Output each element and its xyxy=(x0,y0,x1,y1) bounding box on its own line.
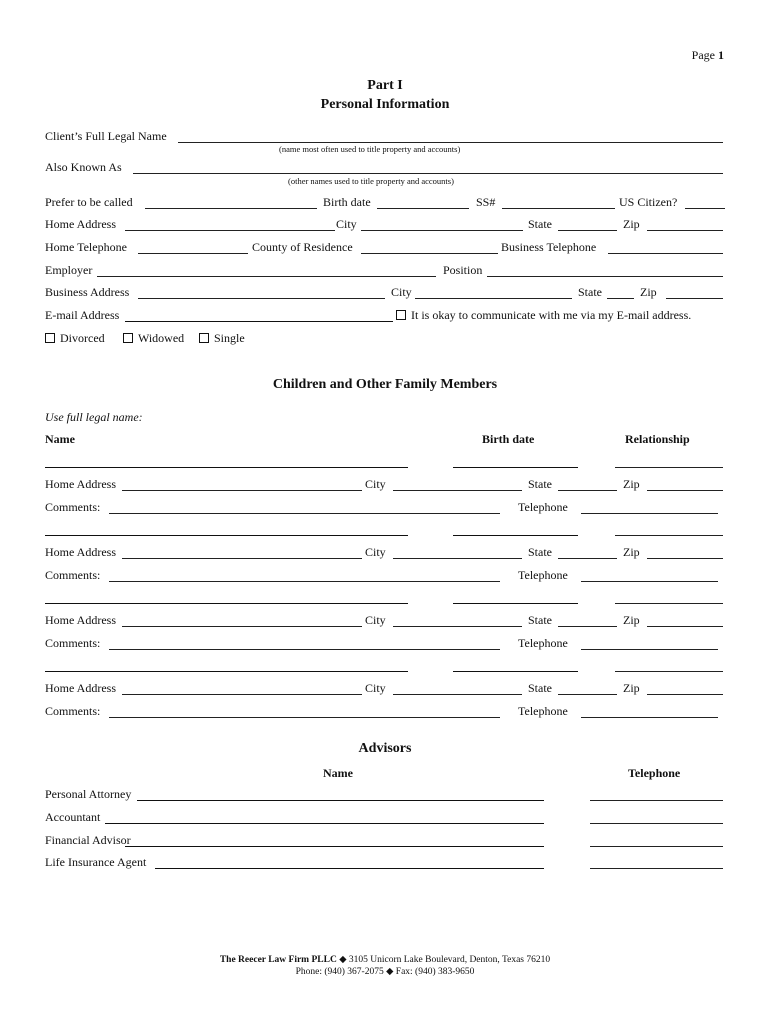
child-comments-field[interactable] xyxy=(109,581,500,582)
business-zip-label: Zip xyxy=(640,285,657,299)
child-comments-field[interactable] xyxy=(109,649,500,650)
page-label: Page xyxy=(691,48,715,62)
home-tel-label: Home Telephone xyxy=(45,240,127,254)
state-label: State xyxy=(528,217,552,231)
diamond-icon: ◆ xyxy=(339,955,347,965)
prefer-field[interactable] xyxy=(145,208,317,209)
advisor-telephone-field[interactable] xyxy=(590,800,723,801)
diamond-icon: ◆ xyxy=(386,967,394,977)
child-city-field[interactable] xyxy=(393,490,522,491)
footer-phone: Phone: (940) 367-2075 xyxy=(295,967,384,977)
ss-label: SS# xyxy=(476,195,496,209)
advisor-name-field[interactable] xyxy=(137,800,544,801)
child-home-address-field[interactable] xyxy=(122,490,362,491)
business-address-label: Business Address xyxy=(45,285,130,299)
zip-field[interactable] xyxy=(647,230,723,231)
divorced-label: Divorced xyxy=(60,331,105,345)
part-title: Part I xyxy=(367,78,403,93)
advisor-telephone-field[interactable] xyxy=(590,823,723,824)
county-field[interactable] xyxy=(361,253,498,254)
child-telephone-label: Telephone xyxy=(518,568,568,582)
business-city-field[interactable] xyxy=(415,298,572,299)
home-tel-field[interactable] xyxy=(138,253,248,254)
position-label: Position xyxy=(443,263,483,277)
citizen-field[interactable] xyxy=(685,208,725,209)
child-home-address-field[interactable] xyxy=(122,694,362,695)
footer-firm-line xyxy=(0,954,770,966)
advisor-row-label: Personal Attorney xyxy=(45,787,132,801)
child-telephone-label: Telephone xyxy=(518,500,568,514)
advisor-name-field[interactable] xyxy=(155,868,544,869)
child-home-address-label: Home Address xyxy=(45,613,116,627)
child-relationship-field[interactable] xyxy=(615,603,723,604)
email-consent-text: It is okay to communicate with me via my E-mail address. xyxy=(411,308,692,322)
city-field[interactable] xyxy=(361,230,523,231)
footer-address: 3105 Unicorn Lake Boulevard, Denton, Texas 76210 xyxy=(348,955,551,965)
children-section-title: Children and Other Family Members xyxy=(272,377,498,392)
city-label: City xyxy=(336,217,357,231)
child-telephone-field[interactable] xyxy=(581,649,718,650)
child-telephone-field[interactable] xyxy=(581,581,718,582)
ss-field[interactable] xyxy=(502,208,615,209)
child-telephone-field[interactable] xyxy=(581,513,718,514)
home-address-field[interactable] xyxy=(125,230,335,231)
legal-name-hint: (name most often used to title property and accounts) xyxy=(279,144,461,154)
marital-widowed xyxy=(123,331,184,346)
single-label: Single xyxy=(214,331,245,345)
citizen-label: US Citizen? xyxy=(619,195,678,209)
children-instruction: Use full legal name: xyxy=(45,410,143,424)
county-label: County of Residence xyxy=(252,240,353,254)
advisor-row-label: Financial Advisor xyxy=(45,833,131,847)
child-home-address-label: Home Address xyxy=(45,681,116,695)
child-home-address-field[interactable] xyxy=(122,626,362,627)
child-name-field[interactable] xyxy=(45,467,408,468)
child-name-field[interactable] xyxy=(45,535,408,536)
marital-single xyxy=(199,331,245,346)
child-name-field[interactable] xyxy=(45,603,408,604)
marital-divorced xyxy=(45,331,105,346)
single-checkbox[interactable] xyxy=(199,333,209,343)
child-comments-label: Comments: xyxy=(45,704,101,718)
state-field[interactable] xyxy=(558,230,617,231)
child-comments-label: Comments: xyxy=(45,500,101,514)
child-birth-field[interactable] xyxy=(453,671,578,672)
children-col-relationship: Relationship xyxy=(625,432,690,446)
child-relationship-field[interactable] xyxy=(615,535,723,536)
advisors-section-title: Advisors xyxy=(358,741,412,756)
footer-fax: Fax: (940) 383-9650 xyxy=(395,967,475,977)
business-tel-label: Business Telephone xyxy=(501,240,597,254)
widowed-checkbox[interactable] xyxy=(123,333,133,343)
business-address-field[interactable] xyxy=(138,298,385,299)
advisors-col-telephone: Telephone xyxy=(628,766,681,780)
child-state-label: State xyxy=(528,681,552,695)
child-zip-label: Zip xyxy=(623,545,640,559)
children-col-birth: Birth date xyxy=(482,432,535,446)
child-comments-label: Comments: xyxy=(45,568,101,582)
prefer-label: Prefer to be called xyxy=(45,195,133,209)
advisor-row-label: Life Insurance Agent xyxy=(45,855,147,869)
birth-label: Birth date xyxy=(323,195,371,209)
child-city-label: City xyxy=(365,613,386,627)
child-home-address-label: Home Address xyxy=(45,545,116,559)
home-address-label: Home Address xyxy=(45,217,116,231)
child-zip-field[interactable] xyxy=(647,626,723,627)
child-state-label: State xyxy=(528,613,552,627)
position-field[interactable] xyxy=(487,276,723,277)
footer-contact-line xyxy=(0,966,770,978)
zip-label: Zip xyxy=(623,217,640,231)
footer-firm-name: The Reecer Law Firm PLLC xyxy=(219,955,337,965)
child-telephone-label: Telephone xyxy=(518,636,568,650)
advisors-col-name: Name xyxy=(323,766,353,780)
child-name-field[interactable] xyxy=(45,671,408,672)
child-relationship-field[interactable] xyxy=(615,467,723,468)
page-number-value: 1 xyxy=(718,48,724,62)
child-telephone-field[interactable] xyxy=(581,717,718,718)
child-city-field[interactable] xyxy=(393,694,522,695)
page-number xyxy=(692,48,724,63)
business-zip-field[interactable] xyxy=(666,298,723,299)
email-consent-checkbox[interactable] xyxy=(396,310,406,320)
child-state-label: State xyxy=(528,545,552,559)
child-city-field[interactable] xyxy=(393,558,522,559)
child-birth-field[interactable] xyxy=(453,535,578,536)
divorced-checkbox[interactable] xyxy=(45,333,55,343)
business-state-label: State xyxy=(578,285,602,299)
business-tel-field[interactable] xyxy=(608,253,723,254)
child-zip-label: Zip xyxy=(623,477,640,491)
advisor-row-label: Accountant xyxy=(45,810,101,824)
part-subtitle: Personal Information xyxy=(320,97,450,112)
child-telephone-label: Telephone xyxy=(518,704,568,718)
email-label: E-mail Address xyxy=(45,308,120,322)
advisor-telephone-field[interactable] xyxy=(590,846,723,847)
aka-field[interactable] xyxy=(133,173,723,174)
child-birth-field[interactable] xyxy=(453,467,578,468)
child-state-label: State xyxy=(528,477,552,491)
legal-name-label: Client’s Full Legal Name xyxy=(45,129,167,143)
child-relationship-field[interactable] xyxy=(615,671,723,672)
legal-name-field[interactable] xyxy=(178,142,723,143)
widowed-label: Widowed xyxy=(138,331,185,345)
advisor-telephone-field[interactable] xyxy=(590,868,723,869)
birth-field[interactable] xyxy=(377,208,469,209)
child-home-address-label: Home Address xyxy=(45,477,116,491)
child-home-address-field[interactable] xyxy=(122,558,362,559)
email-consent xyxy=(396,308,691,323)
child-city-field[interactable] xyxy=(393,626,522,627)
child-state-field[interactable] xyxy=(558,558,617,559)
business-state-field[interactable] xyxy=(607,298,634,299)
child-city-label: City xyxy=(365,545,386,559)
child-zip-field[interactable] xyxy=(647,558,723,559)
child-zip-field[interactable] xyxy=(647,694,723,695)
child-state-field[interactable] xyxy=(558,490,617,491)
child-zip-field[interactable] xyxy=(647,490,723,491)
email-field[interactable] xyxy=(125,321,393,322)
employer-label: Employer xyxy=(45,263,93,277)
child-comments-field[interactable] xyxy=(109,513,500,514)
child-birth-field[interactable] xyxy=(453,603,578,604)
aka-hint: (other names used to title property and accounts) xyxy=(288,176,454,186)
child-state-field[interactable] xyxy=(558,626,617,627)
advisor-name-field[interactable] xyxy=(125,846,544,847)
advisor-name-field[interactable] xyxy=(105,823,544,824)
child-city-label: City xyxy=(365,477,386,491)
aka-label: Also Known As xyxy=(45,160,122,174)
children-col-name: Name xyxy=(45,432,75,446)
employer-field[interactable] xyxy=(97,276,436,277)
child-zip-label: Zip xyxy=(623,681,640,695)
child-comments-label: Comments: xyxy=(45,636,101,650)
child-state-field[interactable] xyxy=(558,694,617,695)
child-city-label: City xyxy=(365,681,386,695)
child-zip-label: Zip xyxy=(623,613,640,627)
business-city-label: City xyxy=(391,285,412,299)
child-comments-field[interactable] xyxy=(109,717,500,718)
